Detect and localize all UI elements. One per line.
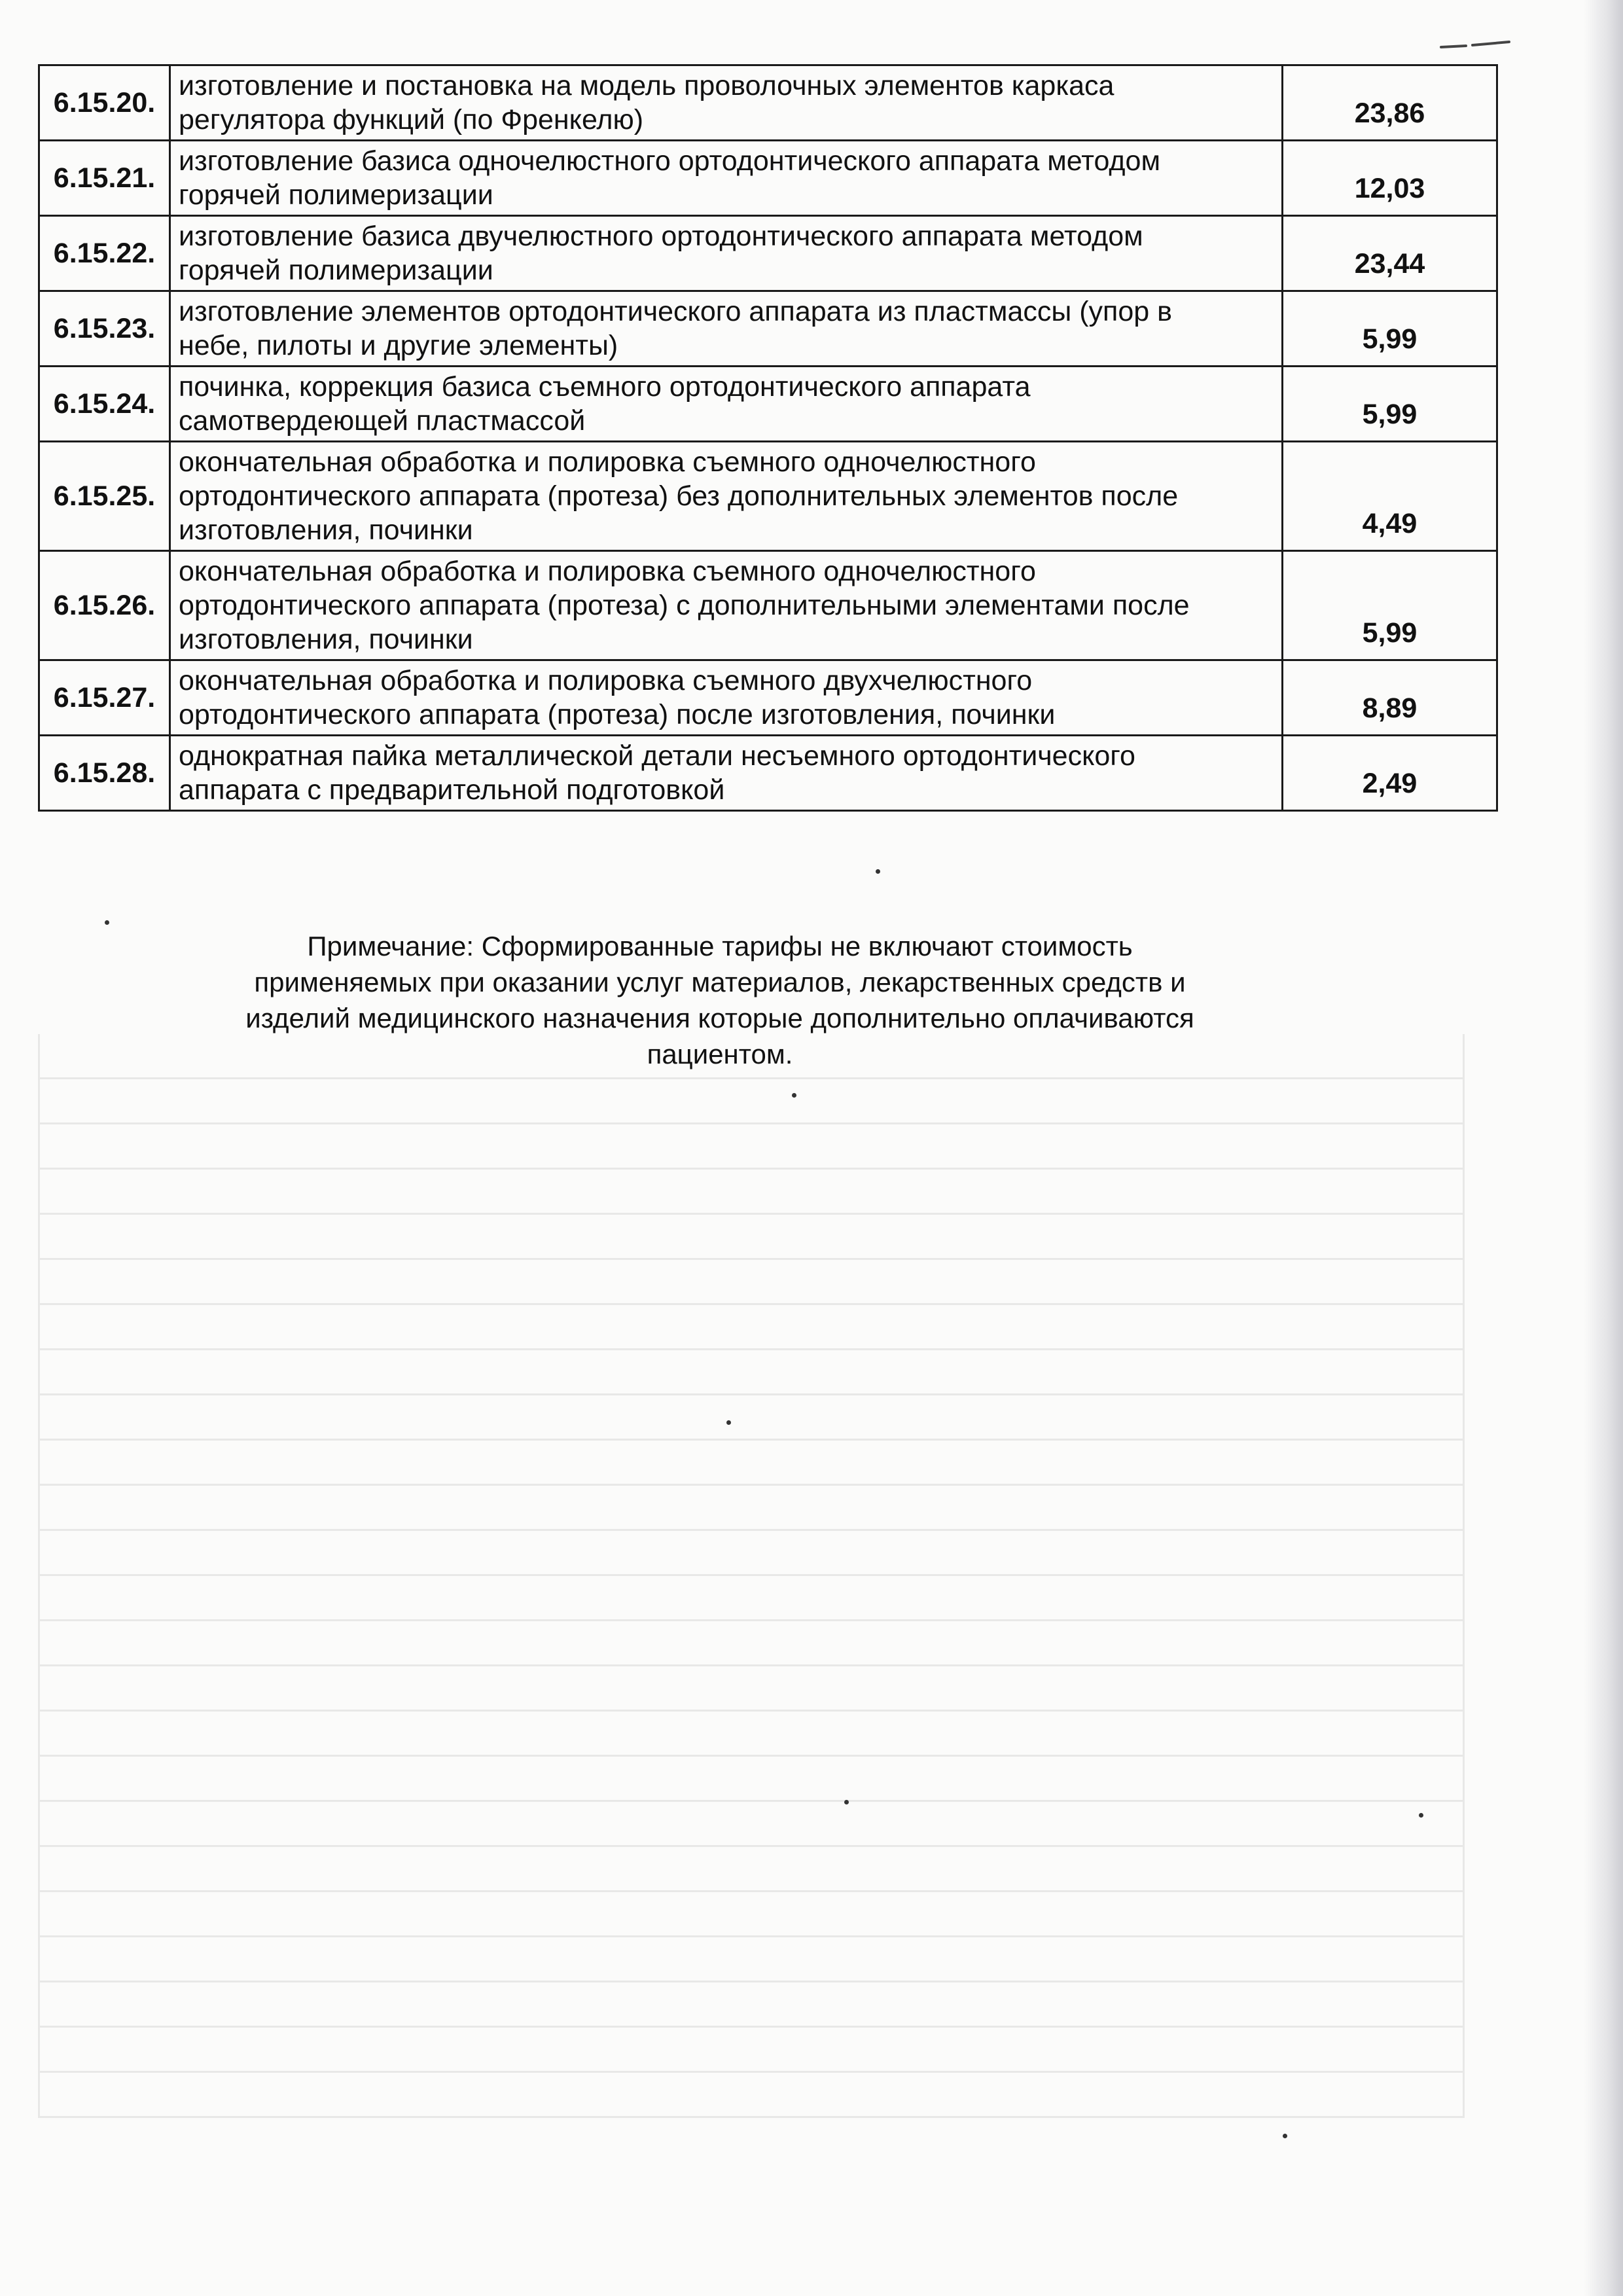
service-name-line: окончательная обработка и полировка съемного одночелюстного bbox=[179, 446, 1036, 478]
table-row bbox=[39, 442, 1497, 551]
tariff-price-cell: 12,03 bbox=[1283, 141, 1497, 216]
service-name-line: горячей полимеризации bbox=[179, 255, 493, 286]
table-row bbox=[39, 65, 1497, 141]
scan-speck bbox=[792, 1093, 796, 1098]
service-name-line: изготовление базиса одночелюстного ортодонтического аппарата методом bbox=[179, 145, 1161, 177]
service-name-line: аппарата с предварительной подготовкой bbox=[179, 774, 725, 806]
service-name-line: небе, пилоты и другие элементы) bbox=[179, 330, 618, 361]
tariff-price-cell: 2,49 bbox=[1283, 736, 1497, 811]
service-name-cell bbox=[170, 660, 1283, 736]
table-row bbox=[39, 141, 1497, 216]
tariff-price-cell: 23,44 bbox=[1283, 216, 1497, 291]
service-name-line: окончательная обработка и полировка съемного одночелюстного bbox=[179, 556, 1036, 587]
table-row bbox=[39, 736, 1497, 811]
service-name-line: регулятора функций (по Френкелю) bbox=[179, 104, 644, 135]
scan-speck bbox=[876, 869, 880, 874]
note-line: применяемых при оказании услуг материалов, лекарственных средств и bbox=[254, 967, 1186, 997]
service-name-line: ортодонтического аппарата (протеза) с дополнительными элементами после bbox=[179, 590, 1190, 621]
tariff-price-cell: 5,99 bbox=[1283, 367, 1497, 442]
service-code-cell: 6.15.23. bbox=[39, 291, 170, 367]
scan-page-edge bbox=[1584, 0, 1623, 2296]
service-name-cell bbox=[170, 442, 1283, 551]
table-row bbox=[39, 216, 1497, 291]
note-line: Примечание: Сформированные тарифы не включают стоимость bbox=[307, 931, 1133, 961]
service-code-cell: 6.15.24. bbox=[39, 367, 170, 442]
scan-speck bbox=[105, 920, 109, 925]
scan-speck bbox=[726, 1420, 731, 1425]
table-row bbox=[39, 551, 1497, 660]
service-name-cell bbox=[170, 291, 1283, 367]
scan-speck bbox=[1283, 2134, 1287, 2138]
service-code-cell: 6.15.27. bbox=[39, 660, 170, 736]
reverse-side-bleed-through bbox=[38, 1034, 1465, 2173]
table-row bbox=[39, 660, 1497, 736]
service-name-line: самотвердеющей пластмассой bbox=[179, 405, 586, 437]
tariff-price-cell: 23,86 bbox=[1283, 65, 1497, 141]
service-name-line: изготовление элементов ортодонтического аппарата из пластмассы (упор в bbox=[179, 296, 1172, 327]
service-name-line: окончательная обработка и полировка съемного двухчелюстного bbox=[179, 665, 1033, 696]
tariff-table bbox=[38, 64, 1498, 812]
service-name-cell bbox=[170, 65, 1283, 141]
service-code-cell: 6.15.26. bbox=[39, 551, 170, 660]
table-row bbox=[39, 367, 1497, 442]
service-name-line: изготовление и постановка на модель проволочных элементов каркаса bbox=[179, 70, 1115, 101]
service-code-cell: 6.15.25. bbox=[39, 442, 170, 551]
service-code-cell: 6.15.28. bbox=[39, 736, 170, 811]
service-name-cell bbox=[170, 551, 1283, 660]
note-paragraph bbox=[183, 928, 1257, 1072]
tariff-table-body bbox=[39, 65, 1497, 811]
service-code-cell: 6.15.21. bbox=[39, 141, 170, 216]
pen-mark bbox=[1440, 41, 1512, 50]
service-name-line: ортодонтического аппарата (протеза) после изготовления, починки bbox=[179, 699, 1056, 730]
service-code-cell: 6.15.22. bbox=[39, 216, 170, 291]
service-name-line: изготовления, починки bbox=[179, 624, 473, 655]
service-name-cell bbox=[170, 367, 1283, 442]
service-name-cell bbox=[170, 736, 1283, 811]
tariff-price-cell: 8,89 bbox=[1283, 660, 1497, 736]
service-name-line: изготовления, починки bbox=[179, 514, 473, 546]
tariff-price-cell: 5,99 bbox=[1283, 291, 1497, 367]
service-name-line: ортодонтического аппарата (протеза) без дополнительных элементов после bbox=[179, 480, 1179, 512]
note-line: изделий медицинского назначения которые дополнительно оплачиваются bbox=[245, 1003, 1194, 1033]
service-name-cell bbox=[170, 216, 1283, 291]
scan-speck bbox=[844, 1800, 849, 1804]
service-name-cell bbox=[170, 141, 1283, 216]
tariff-price-cell: 5,99 bbox=[1283, 551, 1497, 660]
note-line: пациентом. bbox=[647, 1039, 793, 1069]
scan-speck bbox=[1419, 1813, 1423, 1818]
table-row bbox=[39, 291, 1497, 367]
service-name-line: починка, коррекция базиса съемного ортодонтического аппарата bbox=[179, 371, 1031, 403]
tariff-price-cell: 4,49 bbox=[1283, 442, 1497, 551]
service-name-line: однократная пайка металлической детали несъемного ортодонтического bbox=[179, 740, 1135, 772]
service-name-line: изготовление базиса двучелюстного ортодонтического аппарата методом bbox=[179, 221, 1143, 252]
service-name-line: горячей полимеризации bbox=[179, 179, 493, 211]
service-code-cell: 6.15.20. bbox=[39, 65, 170, 141]
